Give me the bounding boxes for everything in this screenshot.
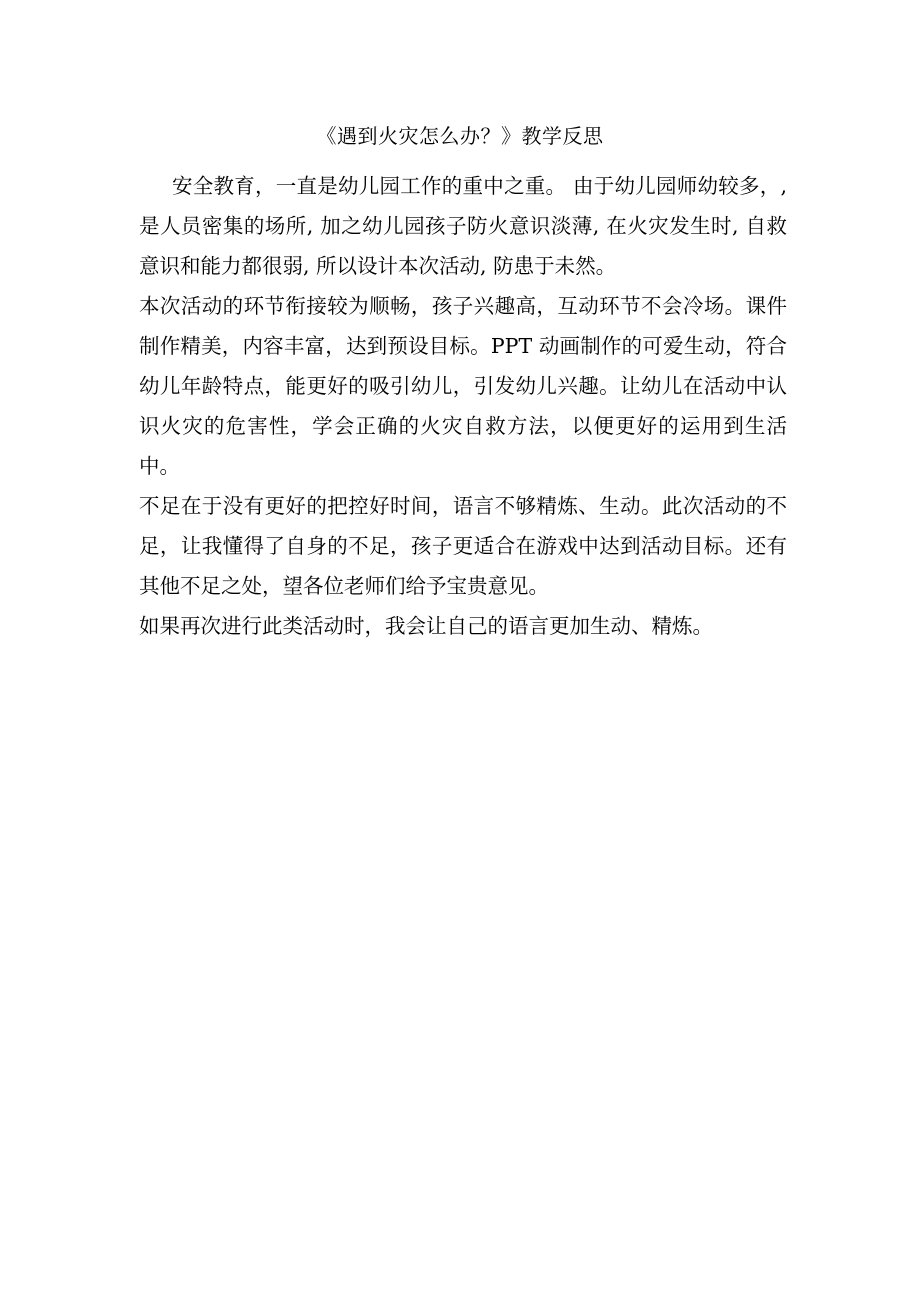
paragraph-improvement: 如果再次进行此类活动时，我会让自己的语言更加生动、精炼。 — [139, 614, 713, 638]
document-title: 《遇到火灾怎么办？》教学反思 — [316, 124, 604, 148]
paragraph-shortcomings: 不足在于没有更好的把控好时间，语言不够精炼、生动。此次活动的不足，让我懂得了自身的不足，孩子更适合在游戏中达到活动目标。还有其他不足之处，望各位老师们给予宝贵意见。 — [139, 494, 787, 598]
paragraph-intro: 安全教育，一直是幼儿园工作的重中之重。 由于幼儿园师幼较多，, 是人员密集的场所, 加之幼儿园孩子防火意识淡薄, 在火灾发生时, 自救意识和能力都很弱, 所以设计本次活动, 防患于未然。 — [139, 174, 787, 278]
paragraph-strengths: 本次活动的环节衔接较为顺畅，孩子兴趣高，互动环节不会冷场。课件制作精美，内容丰富，达到预设目标。PPT 动画制作的可爱生动，符合幼儿年龄特点，能更好的吸引幼儿，引发幼儿兴趣。让幼儿在活动中认识火灾的危害性，学会正确的火灾自救方法，以便更好的运用到生活中。 — [139, 294, 787, 478]
document-body — [139, 166, 787, 646]
